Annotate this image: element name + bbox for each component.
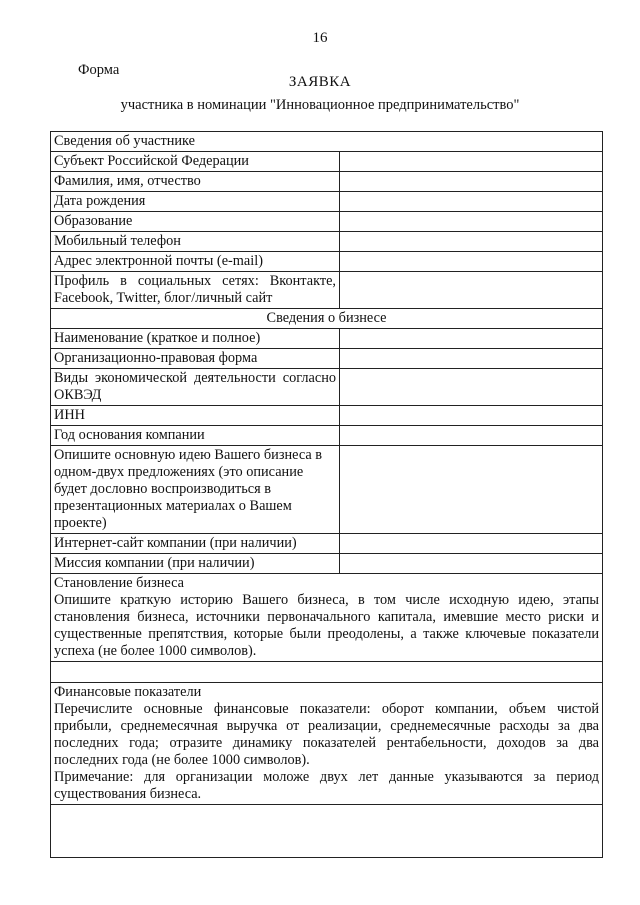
field-label-legal-form: Организационно-правовая форма (51, 349, 340, 369)
field-label-mobile-phone: Мобильный телефон (51, 232, 340, 252)
field-value-business-history[interactable] (51, 662, 603, 683)
table-row (51, 329, 603, 349)
table-row (51, 272, 603, 309)
financial-indicators-block (51, 683, 603, 805)
field-value-business-idea[interactable] (340, 446, 603, 534)
table-row (51, 426, 603, 446)
field-label-okved: Виды экономической деятельности согласно ОКВЭД (51, 369, 340, 406)
field-value-region[interactable] (340, 152, 603, 172)
table-row (51, 232, 603, 252)
field-value-education[interactable] (340, 212, 603, 232)
business-history-instructions: Опишите краткую историю Вашего бизнеса, в том числе исходную идею, этапы становления бизнеса, источники первоначального капитала, имевшие место риски и существенные препятствия, которые были преодолены, а также ключевые показатели успеха (не более 1000 символов). (54, 592, 600, 659)
field-value-okved[interactable] (340, 369, 603, 406)
finance-instructions: Перечислите основные финансовые показатели: оборот компании, объем чистой прибыли, среднемесячная выручка от реализации, среднемесячные расходы за два последних года; отразите динамику показателей рентабельности, доходов за два последних года (не более 1000 символов). (54, 701, 600, 768)
section-header-participant: Сведения об участнике (51, 132, 603, 152)
field-value-inn[interactable] (340, 406, 603, 426)
field-label-founding-year: Год основания компании (51, 426, 340, 446)
section-header-row (51, 309, 603, 329)
field-value-birth-date[interactable] (340, 192, 603, 212)
field-value-mission[interactable] (340, 554, 603, 574)
section-block-row (51, 683, 603, 805)
table-row (51, 192, 603, 212)
field-label-social-profiles: Профиль в социальных сетях: Вконтакте, Facebook, Twitter, блог/личный сайт (51, 272, 340, 309)
business-history-block (51, 574, 603, 662)
field-label-full-name: Фамилия, имя, отчество (51, 172, 340, 192)
table-row (51, 212, 603, 232)
table-row (51, 406, 603, 426)
field-label-email: Адрес электронной почты (e-mail) (51, 252, 340, 272)
table-row (51, 152, 603, 172)
field-value-mobile-phone[interactable] (340, 232, 603, 252)
field-value-full-name[interactable] (340, 172, 603, 192)
page-title: ЗАЯВКА (288, 74, 352, 90)
section-header-finance: Финансовые показатели (54, 684, 202, 700)
field-label-company-name: Наименование (краткое и полное) (51, 329, 340, 349)
field-value-founding-year[interactable] (340, 426, 603, 446)
page-subtitle: участника в номинации "Инновационное предпринимательство" (120, 97, 520, 113)
section-block-row (51, 574, 603, 662)
table-row (51, 446, 603, 534)
page-number: 16 (312, 30, 328, 46)
field-value-financial-indicators[interactable] (51, 805, 603, 858)
field-label-region: Субъект Российской Федерации (51, 152, 340, 172)
section-header-history: Становление бизнеса (54, 575, 184, 591)
field-value-website[interactable] (340, 534, 603, 554)
table-row (51, 369, 603, 406)
field-label-website: Интернет-сайт компании (при наличии) (51, 534, 340, 554)
table-row (51, 172, 603, 192)
table-row (51, 349, 603, 369)
section-header-business: Сведения о бизнесе (51, 309, 603, 329)
field-label-mission: Миссия компании (при наличии) (51, 554, 340, 574)
field-label-birth-date: Дата рождения (51, 192, 340, 212)
field-value-social-profiles[interactable] (340, 272, 603, 309)
form-label: Форма (78, 62, 120, 78)
field-label-inn: ИНН (51, 406, 340, 426)
field-value-legal-form[interactable] (340, 349, 603, 369)
field-value-email[interactable] (340, 252, 603, 272)
table-row (51, 534, 603, 554)
table-row (51, 662, 603, 683)
table-row (51, 252, 603, 272)
section-header-row (51, 132, 603, 152)
field-label-education: Образование (51, 212, 340, 232)
table-row (51, 805, 603, 858)
application-form-table (50, 131, 603, 858)
field-label-business-idea: Опишите основную идею Вашего бизнеса в одном-двух предложениях (это описание будет дословно воспроизводиться в презентационных материалах о Вашем проекте) (51, 446, 340, 534)
finance-note: Примечание: для организации моложе двух лет данные указываются за период существования бизнеса. (54, 769, 600, 802)
table-row (51, 554, 603, 574)
field-value-company-name[interactable] (340, 329, 603, 349)
